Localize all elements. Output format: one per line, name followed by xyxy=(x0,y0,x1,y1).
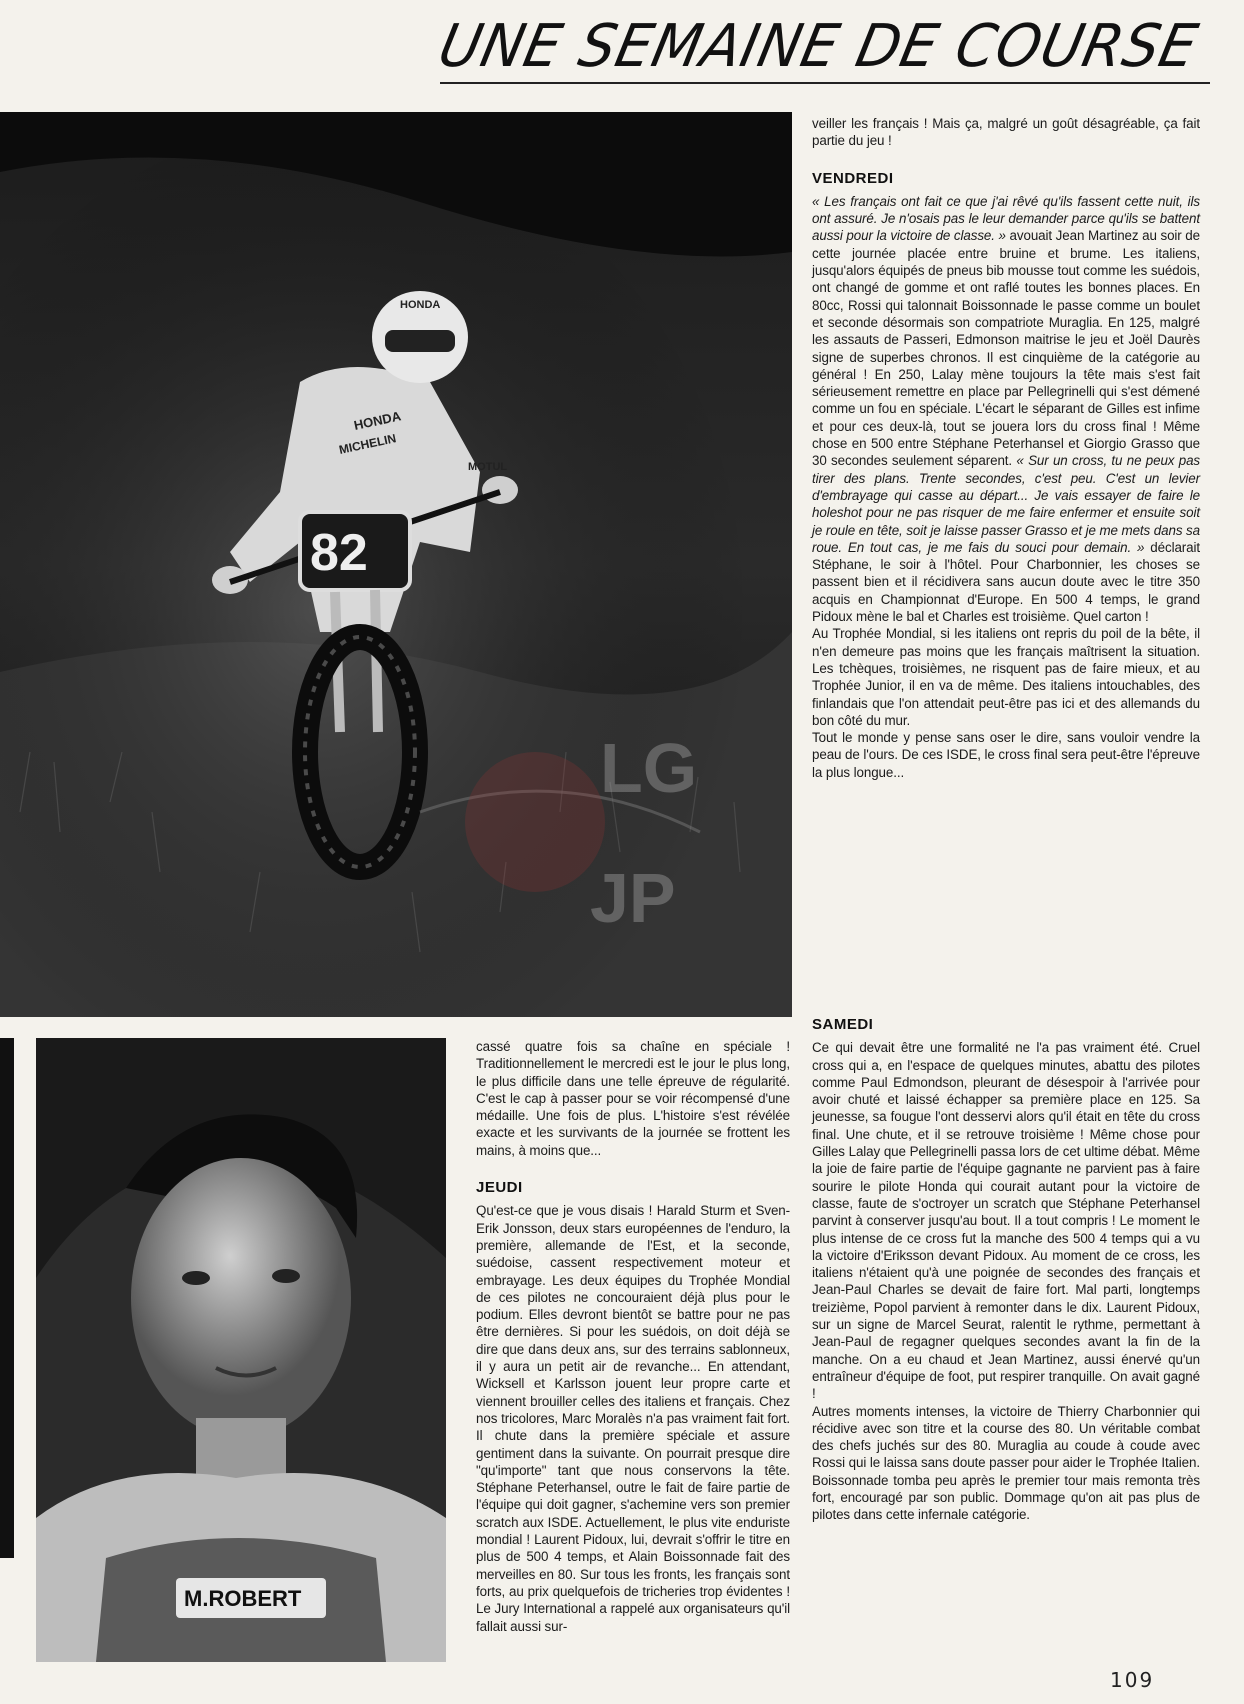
helmet-brand-text: HONDA xyxy=(400,299,441,311)
paragraph-text: Au Trophée Mondial, si les italiens ont repris du poil de la bête, il n'en demeure pas moins que les français maîtrisent la situation. Les tchèques, troisièmes, ne risquent pas de faire mieux, et au Trophée Junior, il en va de même. Des italiens intouchables, des finlandais que l'on attendait peut-être pas ici et des allemands du bon côté du mur. xyxy=(812,626,1200,728)
quote-text: « Les français ont fait ce que j'ai rêvé qu'ils fassent cette nuit, ils ont assuré. Je n'osais pas le leur demander parce qu'ils se battent aussi pour la victoire de classe. » xyxy=(812,193,1200,244)
article-column-middle xyxy=(476,1038,790,1635)
column-intro-text: veiller les français ! Mais ça, malgré un goût désagréable, ça fait partie du jeu ! xyxy=(812,116,1200,149)
paragraph-text: déclarait Stéphane, le soir à l'hôtel. Pour Charbonnier, les choses se passent bien et il récidivera sans aucun doute avec le titre 350 acquis en Championnat d'Europe. En 500 4 temps, le grand Pidoux mène le bal et Charles est troisième. Quel carton ! xyxy=(812,539,1200,625)
section-heading-vendredi: VENDREDI xyxy=(812,169,894,187)
section-heading-samedi: SAMEDI xyxy=(812,1016,874,1033)
portrait-photo xyxy=(36,1038,446,1662)
quote-text: « Sur un cross, tu ne peux pas tirer des plans. Trente secondes, c'est peu. C'est un levier d'embrayage qui casse au départ... Je vais essayer de faire le holeshot pour ne pas risquer de me faire enfermer et ensuite soit je roule en tête, soit je laisse passer Grasso et je me mets dans sa roue. En tout cas, je me fais du souci pour demain. » xyxy=(812,453,1201,555)
sponsor-text-1: HONDA xyxy=(352,408,403,433)
sponsor-text-2: MICHELIN xyxy=(337,431,398,457)
section-heading-jeudi: JEUDI xyxy=(476,1179,523,1197)
article-column-right xyxy=(812,115,1200,781)
sponsor-text-3: MOTUL xyxy=(468,461,508,473)
paragraph-text: Autres moments intenses, la victoire de Thierry Charbonnier qui récidive avec son titre et la course des 80. Un véritable combat des chefs juchés sur des 80. Muraglia au coude à coude avec Rossi qui le laissa sans doute passer pour aider le Trophée Italien. Boissonnade tomba peu après le premier tour mais remonta très fort, encouragé par son public. Dommage qu'on ait pas plus de pilotes dans cette infernale catégorie. xyxy=(812,1403,1200,1523)
header-rule xyxy=(440,82,1210,84)
paragraph-text: avouait Jean Martinez au soir de cette journée placée entre bruine et brume. Les italiens, jusqu'alors équipés de pneus bib mousse tout comme les suédois, ont changé de gomme et ont raflé toutes les bonnes places. En 80cc, Rossi qui talonnait Boissonnade le passe comme un boulet et seconde désormais son compatriote Muraglia. En 125, malgré les assauts de Passeri, Edmonson maitrise le jeu et Joël Daurès signe de superbes chronos. Il est cinquième de la catégorie au général ! En 250, Lalay mène toujours la tête mais s'est fait sérieusement remettre en place par Pellegrinelli qui s'est démené comme un fou en spéciale. L'écart le séparant de Gilles est infime et pour ces deux-là, tout se jouera lors du cross final ! Même chose en 500 entre Stéphane Peterhansel et Giorgio Grasso que 30 secondes seulement séparent. xyxy=(812,228,1200,469)
column-intro-text: cassé quatre fois sa chaîne en spéciale ! Traditionnellement le mercredi est le jour le plus long, le plus difficile dans une telle épreuve de régularité. C'est le cap à passer pour se voir récompensé d'une médaille. Une fois de plus. L'histoire s'est révélée exacte et les survivants de la journée se frottent les mains, à moins que... xyxy=(476,1039,790,1158)
rider-photo xyxy=(0,112,792,1017)
paragraph-text: Tout le monde y pense sans oser le dire, sans vouloir vendre la peau de l'ours. De ces ISDE, le cross final sera peut-être l'épreuve la plus longue... xyxy=(812,730,1200,780)
chest-logo-text: M.ROBERT xyxy=(184,1586,302,1611)
adjacent-page-edge xyxy=(0,1038,14,1558)
watermark-text-2: JP xyxy=(590,859,676,937)
paragraph-text: Ce qui devait être une formalité ne l'a pas vraiment été. Cruel cross qui a, en l'espace de quelques minutes, abattu des pilotes comme Paul Edmondson, pleurant de désespoir à l'arrivée pour avoir chuté et laissé échapper sa première place en 125. Sa jeunesse, sa fougue l'ont desservi alors qu'il était en tête du cross final. Une chute, et il se retrouve troisième ! Même chose pour Gilles Lalay que Pellegrinelli passa lors de cet ultime débat. Même la joie de faire partie de l'équipe gagnante ne parvient pas à faire sourire le pilote Honda qui courait autant pour la victoire de classe, faute de s'octroyer un scratch que Stéphane Peterhansel parvint à conserver jusqu'au bout. Il a tout compris ! Le moment le plus intense de ce cross fut la manche des 500 4 temps qui a vu la victoire d'Eriksson devant Pidoux. Au moment de ce cross, les italiens n'étaient qu'à une poignée de secondes des français et Jean-Paul Charles se devait de faire fort. Mal parti, longtemps treizième, Popol parvient à remonter dans le dix. Laurent Pidoux, sur un signe de Marcel Seurat, ralentit le rythme, permettant à Jean-Paul de regagner quelques secondes avant la fin de la manche. On a eu chaud et Jean Martinez, aussi énervé qu'un entraîneur d'équipe de foot, put respirer tranquille. On avait gagné ! xyxy=(812,1040,1200,1402)
number-plate-text: 82 xyxy=(310,524,368,582)
paragraph-text: Qu'est-ce que je vous disais ! Harald Sturm et Sven-Erik Jonsson, deux stars européennes de l'enduro, la première, allemande de l'Est, et la seconde, suédoise, cassent respectivement moteur et embrayage. Les deux équipes du Trophée Mondial de ces pilotes ne concouraient déjà plus pour le podium. Elles devront bientôt se battre pour ne pas être dernières. Si pour les suédois, on doit déjà se dire que dans deux ans, sur des terrains sablonneux, il y aura un petit air de revanche... En attendant, Wicksell et Karlsson jouent leur propre carte et viennent brouiller celles des italiens et français. Chez nos tricolores, Marc Moralès n'a pas vraiment fait fort. Il chute dans la première spéciale et assure gentiment dans la suivante. On pourrait presque dire "qu'importe" tant que nous conservons la tête. Stéphane Peterhansel, outre le fait de faire partie de l'équipe qui doit gagner, s'achemine vers son premier scratch aux ISDE. Actuellement, le plus vite enduriste mondial ! Laurent Pidoux, lui, devrait s'offrir le titre en plus de 500 4 temps, et Alain Boissonnade fait des merveilles en 80. Sur tous les fronts, les français sont forts, au prix quelquefois de tricheries trop évidentes ! Le Jury International a rappelé aux organisateurs qu'il fallait aussi sur- xyxy=(476,1203,790,1634)
watermark-text-1: LG xyxy=(600,729,698,807)
page-title: UNE SEMAINE DE COURSE xyxy=(432,12,1204,81)
article-column-right-lower xyxy=(812,1016,1200,1524)
page-number: 109 xyxy=(1110,1668,1155,1692)
